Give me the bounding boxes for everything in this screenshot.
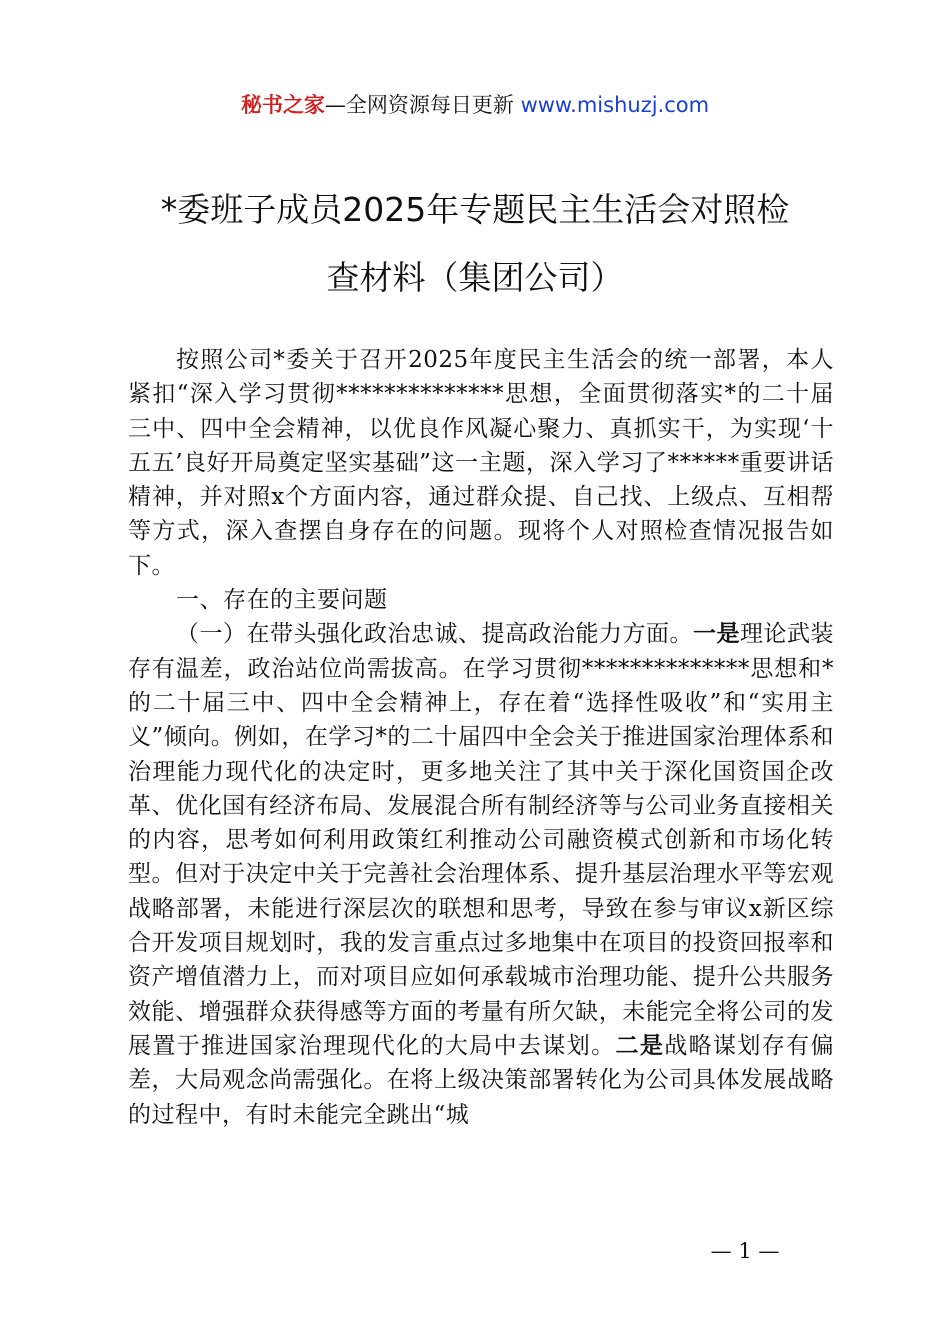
- point-1-text: 理论武装存有温差，政治站位尚需拔高。在学习贯彻**************思想和*的二十届三中、四中全会精神上，存在着“选择性吸收”和“实用主义”倾向。例如，在学习*的二十届四中全会关于推进国家治理体系和治理能力现代化的决定时，更多地关注了其中关于深化国资国企改革、优化国有经济布局、发展混合所有制经济等与公司业务直接相关的内容，思考如何利用政策红利推动公司融资模式创新和市场化转型。但对于决定中关于完善社会治理体系、提升基层治理水平等宏观战略部署，未能进行深层次的联想和思考，导致在参与审议x新区综合开发项目规划时，我的发言重点过多地集中在项目的投资回报率和资产增值潜力上，而对项目应如何承载城市治理功能、提升公共服务效能、增强群众获得感等方面的考量有所欠缺，未能完全将公司的发展置于推进国家治理现代化的大局中去谋划。: [128, 621, 834, 1059]
- point-2-text: 战略谋划存有偏差，大局观念尚需强化。在将上级决策部署转化为公司具体发展战略的过程中，有时未能完全跳出“城: [128, 1032, 834, 1128]
- point-2-label: 二是: [615, 1031, 665, 1059]
- header-brand: 秘书之家: [240, 93, 325, 117]
- document-title-line-1: *委班子成员2025年专题民主生活会对照检: [160, 190, 790, 229]
- point-1-label: 一是: [693, 620, 740, 648]
- subsection-heading: （一）在带头强化政治忠诚、提高政治能力方面。: [176, 621, 693, 648]
- section-heading: 一、存在的主要问题: [176, 587, 388, 614]
- document-body: [128, 343, 834, 1132]
- header-tagline: —全网资源每日更新: [324, 93, 521, 117]
- page-number: — 1 —: [710, 1239, 780, 1263]
- problem-paragraph: [128, 617, 834, 1131]
- document-title-line-2: 查材料（集团公司）: [326, 258, 624, 297]
- site-header: [0, 88, 950, 122]
- intro-paragraph: 按照公司*委关于召开2025年度民主生活会的统一部署，本人紧扣“深入学习贯彻**************思想，全面贯彻落实*的二十届三中、四中全会精神，以优良作风凝心聚力、真抓实干，为实现‘十五五’良好开局奠定坚实基础”这一主题，深入学习了******重要讲话精神，并对照x个方面内容，通过群众提、自己找、上级点、互相帮等方式，深入查摆自身存在的问题。现将个人对照检查情况报告如下。: [128, 347, 834, 579]
- header-url-link[interactable]: www.mishuzj.com: [520, 93, 710, 117]
